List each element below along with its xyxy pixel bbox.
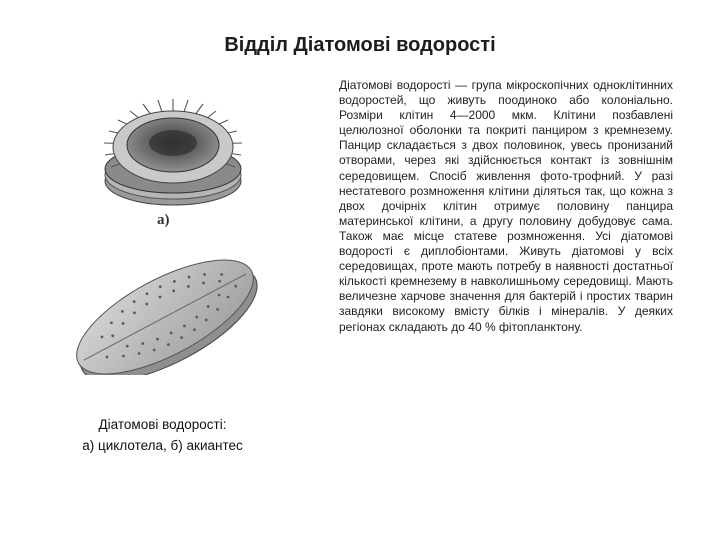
caption-line-1: Діатомові водорості: <box>98 417 227 432</box>
figure-caption <box>55 414 270 456</box>
diatom-illustration <box>70 85 260 375</box>
body-text: Діатомові водорості — група мікроскопічних одноклітинних водоростей, що живуть поодиноко або колоніально. Розміри клітин 4—2000 мкм. Клітини позбавлені целюлозної оболонки та покриті панциром з кремнезему. Панцир складається з двох половинок, увесь пронизаний отворами, через які здійснюється контакт із зовнішнім середовищем. Спосіб живлення фото-трофний. У разі нестатевого розмноження клітини діляться так, що кожна з двох дочірніх клітин отримує половину панцира материнської клітини, а другу половину добудовує сама. Також має місце статеве розмноження. Усі діатомові водорості є диплобіонтами. Живуть діатомові у всіх середовищах, проте мають потребу в наявності достатньої кількості кремнезему в навколишньому середовищі. Мають величезне харчове значення для бактерій і простих тварин завдяки високому вмісту білків і мінералів. У деяких регіонах складають до 40 % фітопланктону. <box>339 78 673 334</box>
cyclotella-diatom-icon <box>104 99 242 205</box>
achnanthes-diatom-icon <box>70 237 260 375</box>
caption-line-2: а) циклотела, б) акиантес <box>82 438 243 453</box>
figure-label-a: а) <box>157 212 170 228</box>
diatom-figure <box>70 85 260 375</box>
slide-title: Відділ Діатомові водорості <box>224 34 496 56</box>
